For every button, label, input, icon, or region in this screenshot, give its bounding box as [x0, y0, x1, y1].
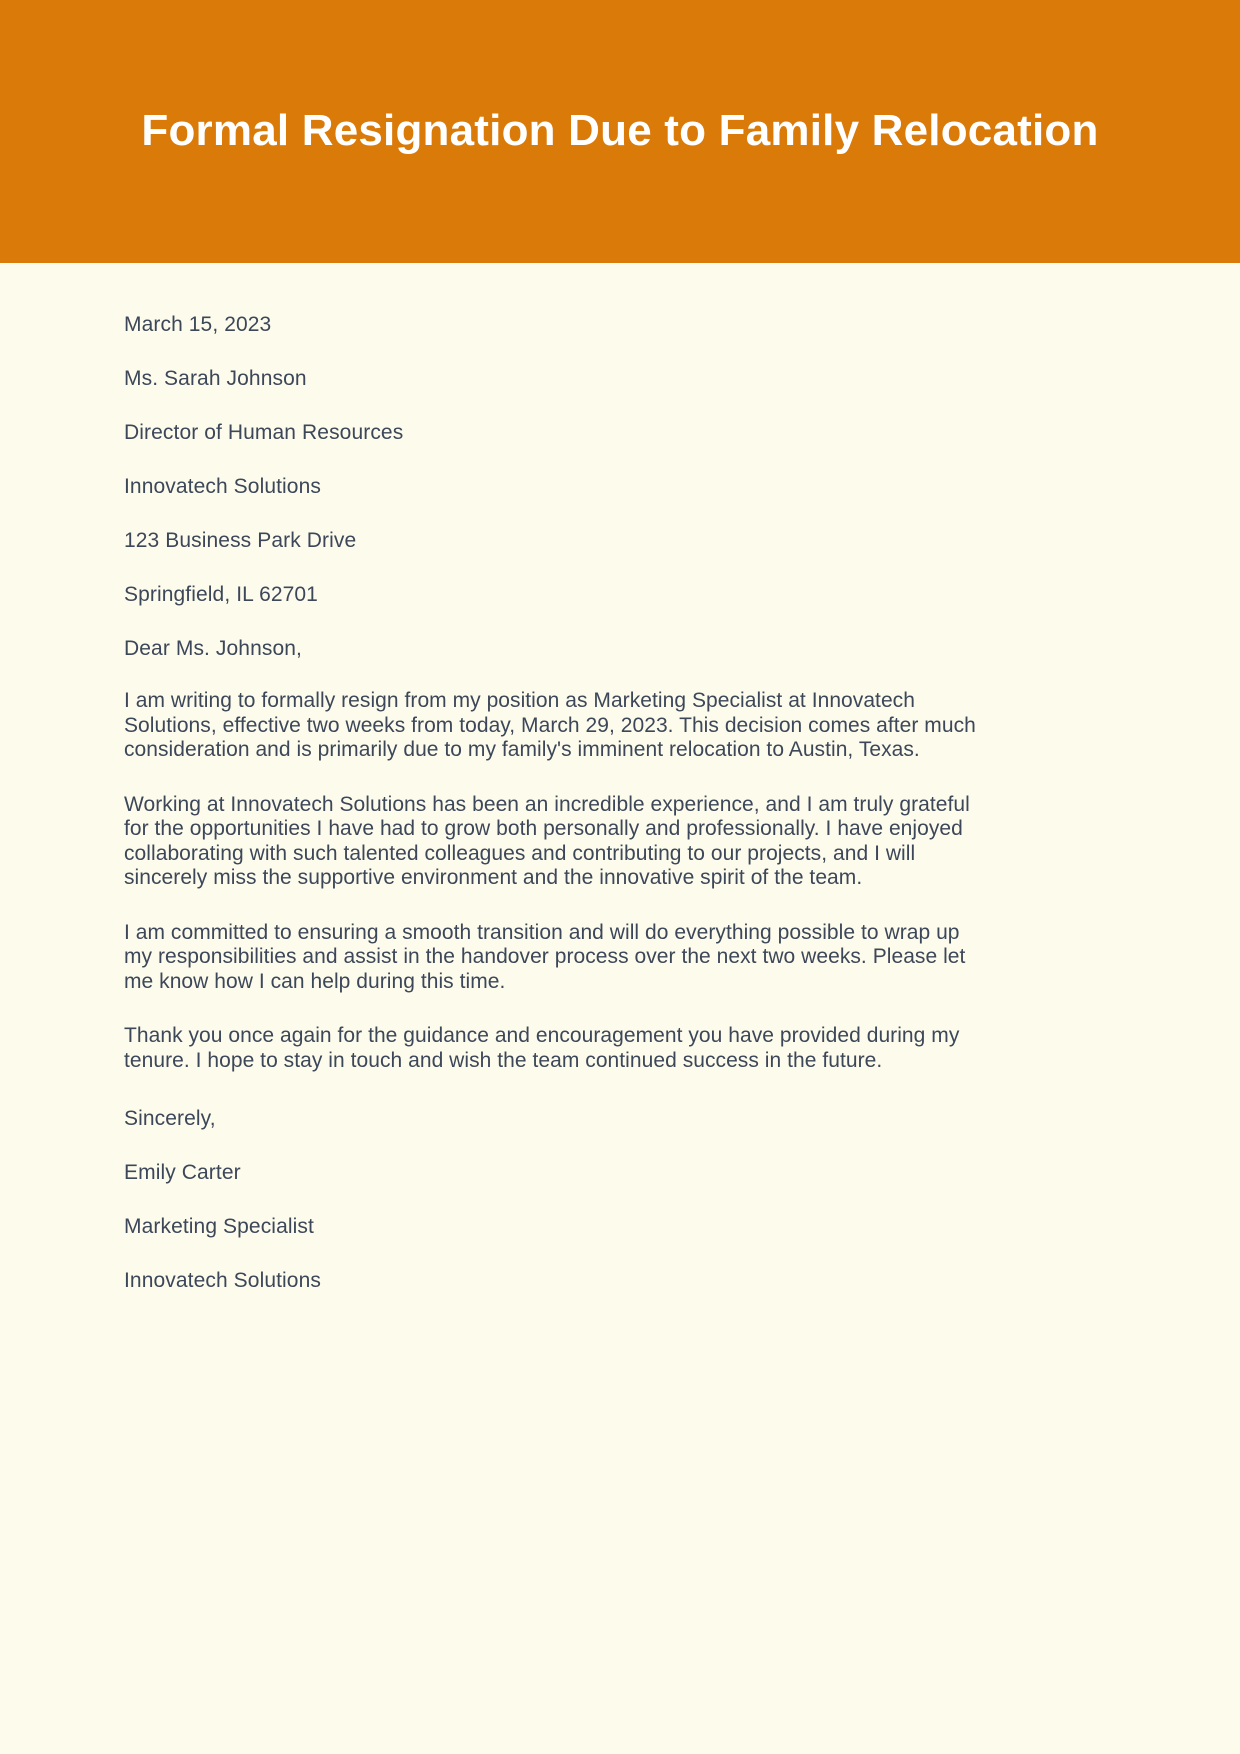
recipient-city-state-zip: Springfield, IL 62701	[124, 583, 318, 606]
signer-title: Marketing Specialist	[124, 1215, 314, 1238]
body-paragraph-2: Working at Innovatech Solutions has been an incredible experience, and I am truly grateful for the opportunities I have had to grow both personally and professionally. I have enjoyed collaborating with such talented colleagues and contributing to our projects, and I will sincerely miss the supportive environment and the innovative spirit of the team.	[124, 792, 970, 889]
recipient-company: Innovatech Solutions	[124, 475, 321, 498]
body-paragraph-1: I am writing to formally resign from my position as Marketing Specialist at Innovatech Solutions, effective two weeks from today, March 29, 2023. This decision comes after much consideration and is primarily due to my family's imminent relocation to Austin, Texas.	[124, 689, 976, 761]
letter-body	[0, 263, 1240, 1294]
body-paragraph-3: I am committed to ensuring a smooth transition and will do everything possible to wrap up my responsibilities and assist in the handover process over the next two weeks. Please let me know how I can help during this time.	[124, 920, 966, 993]
signer-company: Innovatech Solutions	[124, 1269, 321, 1292]
salutation: Dear Ms. Johnson,	[124, 637, 302, 660]
page-title: Formal Resignation Due to Family Relocation	[141, 106, 1099, 156]
body-paragraph-4: Thank you once again for the guidance and encouragement you have provided during my tenure. I hope to stay in touch and wish the team continued success in the future.	[124, 1024, 960, 1072]
document-header-banner	[0, 0, 1240, 263]
body-top-spacer	[124, 263, 1116, 311]
signer-name: Emily Carter	[124, 1161, 241, 1184]
recipient-name: Ms. Sarah Johnson	[124, 367, 307, 390]
closing-salutation: Sincerely,	[124, 1107, 216, 1130]
letter-date: March 15, 2023	[124, 313, 272, 336]
recipient-title: Director of Human Resources	[124, 421, 404, 444]
recipient-street: 123 Business Park Drive	[124, 529, 357, 552]
